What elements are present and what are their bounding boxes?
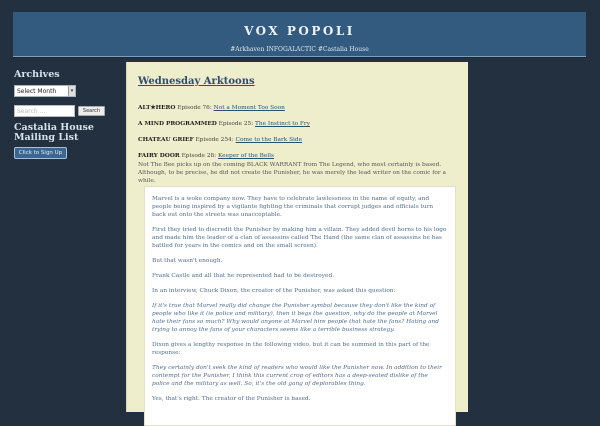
episode-link[interactable]: Keeper of the Bells	[218, 153, 274, 159]
site-header	[13, 12, 586, 57]
series-name: FAIRY DOOR	[138, 153, 180, 159]
quote-paragraph: Dixon gives a lengthy response in the following video, but it can be summed in this part of the response:	[152, 342, 430, 356]
quote-paragraph: Marvel is a woke company now. They have to celebrate lawlessness in the name of equity, and people being inspired by a vigilante fighting the criminals that corrupt judges and officials turn back out onto the streets was unacceptable.	[152, 196, 434, 218]
search-form	[14, 105, 114, 117]
episode-line	[138, 137, 302, 143]
archives-select[interactable]	[14, 85, 76, 97]
site-title[interactable]: VOX POPOLI	[244, 24, 355, 38]
series-name: A MIND PROGRAMMED	[138, 121, 217, 127]
series-name: ALT★HERO	[138, 105, 176, 111]
search-input[interactable]: Search ...	[14, 105, 75, 117]
episode-line	[138, 121, 310, 127]
episode-number: Episode 76:	[177, 105, 212, 111]
quote-paragraph: In an interview, Chuck Dixon, the creator of the Punisher, was asked this question:	[152, 288, 396, 294]
quote-paragraph-italic: They certainly don't seek the kind of readers who would like the Punisher now. In addition to their contempt for the Punisher, I think this current crop of editors has a deep-seated dislike of the police and the military as well. So, it's the old gang of deplorables thing.	[152, 365, 442, 387]
quote-paragraph-italic: If it's true that Marvel really did change the Punisher symbol because they don't like the kind of people who like it (ie police and military), then it begs the question, why do the people at Marvel hate their fans so much? Why would anyone at Marvel hire people that hate the fans? Hating and trying to annoy the fans of your characters seems like a terrible business strategy.	[152, 303, 439, 333]
mailing-title-line1: Castalia House	[14, 122, 94, 133]
archives-heading: Archives	[14, 69, 60, 80]
post-intro: Not The Bee picks up on the coming BLACK WARRANT from The Legend, who most certainly is based. Although, to be precise, he did not create the Punisher, he was merely the lead writer on the comic for a while.	[138, 162, 446, 184]
blockquote	[144, 186, 456, 426]
signup-button[interactable]: Click to Sign Up	[14, 147, 67, 159]
quote-paragraph: Yes, that's right. The creator of the Punisher is based.	[152, 396, 311, 402]
episode-line	[138, 105, 285, 111]
episode-link[interactable]: Not a Moment Too Soon	[213, 105, 285, 111]
quote-paragraph: Frank Castle and all that he represented had to be destroyed.	[152, 273, 335, 279]
post-title-link[interactable]: Wednesday Arktoons	[138, 76, 255, 87]
episode-number: Episode 25:	[218, 121, 254, 127]
quote-paragraph: But that wasn't enough.	[152, 258, 223, 264]
site-tagline: #Arkhaven INFOGALACTIC #Castalia House	[230, 46, 369, 53]
episode-line	[138, 153, 274, 159]
episode-number: Episode 28:	[181, 153, 217, 159]
mailing-title-line2: Mailing List	[14, 132, 79, 143]
series-name: CHATEAU GRIEF	[138, 137, 194, 143]
sidebar	[14, 70, 114, 159]
post-content	[126, 62, 468, 412]
episode-link[interactable]: The Instinct to Fry	[255, 121, 310, 127]
mailing-list-heading	[14, 123, 114, 143]
episode-number: Episode 254:	[195, 137, 234, 143]
search-button[interactable]: Search	[78, 106, 105, 116]
archives-select-value: Select Month	[17, 87, 57, 95]
quote-paragraph: First they tried to discredit the Punisher by making him a villain. They added devil horns to his logo and made him the leader of a clan of assassins called The Hand (the same clan of assassins he has battled for years in the comics and on the small screen).	[152, 227, 447, 249]
episode-link[interactable]: Come to the Bark Side	[235, 137, 303, 143]
chevron-down-icon: ▾	[68, 86, 75, 96]
